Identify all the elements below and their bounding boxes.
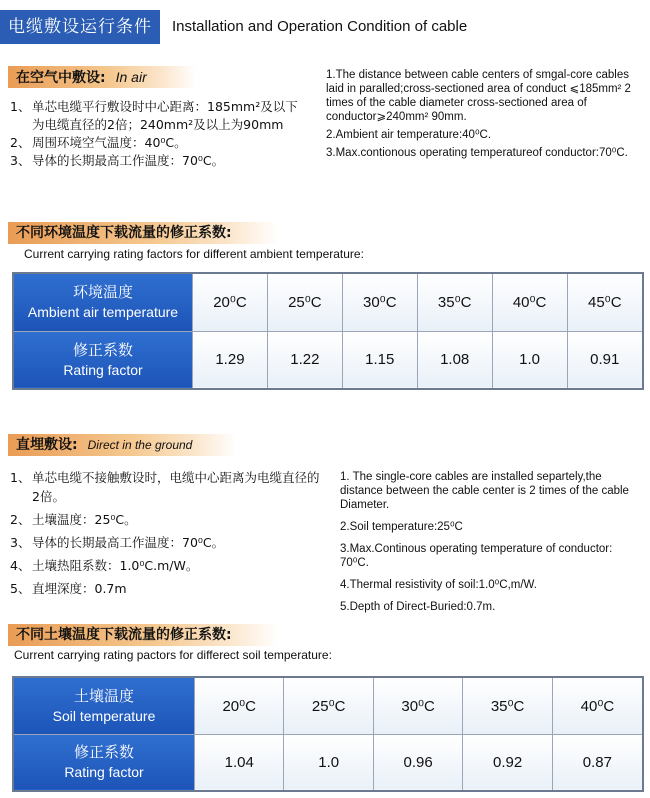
table-cell: 30⁰C [373, 677, 462, 734]
direct-ground-heading-cn: 直埋敷设: [16, 437, 78, 453]
page-title: Installation and Operation Condition of cable [172, 18, 468, 35]
list-item-number: 4、 [10, 558, 31, 573]
table-cell: 40⁰C [552, 677, 643, 734]
list-item-number: 1、 [10, 99, 31, 114]
table-cell: 1.29 [193, 331, 268, 389]
list-item: 3.Max.contionous operating temperatureof conductor:70⁰C. [326, 147, 628, 159]
list-item-text: 土壤温度：25⁰C。 [32, 512, 137, 527]
in-air-cn-list [10, 98, 310, 170]
in-air-heading-en: In air [115, 69, 147, 85]
soil-factor-heading: 不同土壤温度下载流量的修正系数: [8, 624, 278, 646]
ambient-factor-heading: 不同环境温度下载流量的修正系数: [8, 222, 278, 244]
row-header-cn: 土壤温度 [73, 686, 134, 705]
list-item: 3.Max.Continous operating temperature of conductor: 70⁰C. [340, 543, 613, 569]
list-item-number: 3、 [10, 535, 31, 550]
table-cell: 20⁰C [193, 273, 268, 331]
list-item [10, 98, 310, 134]
list-item: 1. The single-core cables are installed separtely,the distance between the cable center is 2 times of the cable Diameter. [340, 471, 629, 511]
row-header-cn: 环境温度 [72, 283, 133, 302]
list-item-text: 导体的长期最高工作温度：70⁰C。 [32, 535, 225, 550]
direct-ground-en-list [340, 470, 642, 618]
in-air-en-list [326, 68, 644, 164]
table-row [13, 331, 643, 389]
direct-ground-heading-en: Direct in the ground [87, 438, 193, 452]
list-item-text: 直埋深度：0.7m [32, 581, 127, 596]
table-cell: 1.15 [342, 331, 417, 389]
direct-ground-cn-list [10, 468, 322, 598]
table-cell: 30⁰C [342, 273, 417, 331]
list-item-number: 3、 [10, 153, 31, 168]
list-item-number: 2、 [10, 512, 31, 527]
row-header-cn: 修正系数 [72, 340, 133, 359]
row-header-temperature [13, 273, 193, 331]
table-cell: 35⁰C [463, 677, 552, 734]
list-item: 2.Ambient air temperature:40⁰C. [326, 129, 492, 141]
row-header-temperature [13, 677, 195, 734]
table-cell: 45⁰C [567, 273, 643, 331]
list-item-text: 土壤热阻系数：1.0⁰C.m/W。 [32, 558, 199, 573]
section-title-badge: 电缆敷设运行条件 [0, 10, 160, 44]
table-cell: 1.0 [492, 331, 567, 389]
list-item [10, 533, 322, 552]
list-item [10, 579, 322, 598]
table-row [13, 273, 643, 331]
list-item [10, 134, 310, 152]
list-item [10, 468, 322, 506]
table-cell: 35⁰C [417, 273, 492, 331]
list-item-number: 5、 [10, 581, 31, 596]
list-item-number: 1、 [10, 470, 31, 485]
list-item [10, 556, 322, 575]
table-cell: 0.92 [463, 734, 552, 791]
table-row [13, 677, 643, 734]
direct-ground-heading [8, 434, 236, 456]
table-cell: 25⁰C [267, 273, 342, 331]
in-air-heading [8, 66, 196, 88]
table-cell: 0.96 [373, 734, 462, 791]
row-header-cn: 修正系数 [73, 743, 134, 762]
ambient-factor-subtitle: Current carrying rating factors for different ambient temperature: [24, 247, 364, 261]
table-cell: 1.0 [284, 734, 373, 791]
row-header-en: Soil temperature [52, 707, 156, 724]
row-header-factor [13, 734, 195, 791]
list-item: 1.The distance between cable centers of smgal-core cables laid in paralled;cross-sectioned area of conduct ⩽185mm² 2 times of the cable diameter cross-sectioned area of conductor⩾240mm² 90mm. [326, 69, 631, 123]
list-item-text: 单芯电缆不接触敷设时，电缆中心距离为电缆直径的2倍。 [32, 470, 320, 504]
list-item-text: 导体的长期最高工作温度：70⁰C。 [32, 153, 225, 168]
table-cell: 0.91 [567, 331, 643, 389]
list-item-text: 周围环境空气温度：40⁰C。 [32, 135, 187, 150]
ambient-rating-table [12, 272, 644, 390]
in-air-heading-cn: 在空气中敷设: [16, 70, 106, 86]
list-item: 4.Thermal resistivity of soil:1.0⁰C,m/W. [340, 579, 537, 591]
list-item [10, 152, 310, 170]
table-cell: 1.04 [195, 734, 284, 791]
table-cell: 25⁰C [284, 677, 373, 734]
table-cell: 20⁰C [195, 677, 284, 734]
row-header-factor [13, 331, 193, 389]
row-header-en: Ambient air temperature [27, 304, 179, 321]
table-cell: 1.22 [267, 331, 342, 389]
soil-factor-subtitle: Current carrying rating pactors for differect soil temperature: [14, 648, 332, 662]
list-item: 2.Soil temperature:25⁰C [340, 521, 463, 533]
table-cell: 0.87 [552, 734, 643, 791]
table-row [13, 734, 643, 791]
table-cell: 40⁰C [492, 273, 567, 331]
list-item [10, 510, 322, 529]
table-cell: 1.08 [417, 331, 492, 389]
list-item-number: 2、 [10, 135, 31, 150]
row-header-en: Rating factor [63, 361, 143, 378]
soil-rating-table [12, 676, 644, 792]
list-item-text: 单芯电缆平行敷设时中心距离：185mm²及以下为电缆直径的2倍；240mm²及以上为90mm [32, 99, 298, 132]
list-item: 5.Depth of Direct-Buried:0.7m. [340, 601, 496, 613]
row-header-en: Rating factor [64, 764, 144, 781]
